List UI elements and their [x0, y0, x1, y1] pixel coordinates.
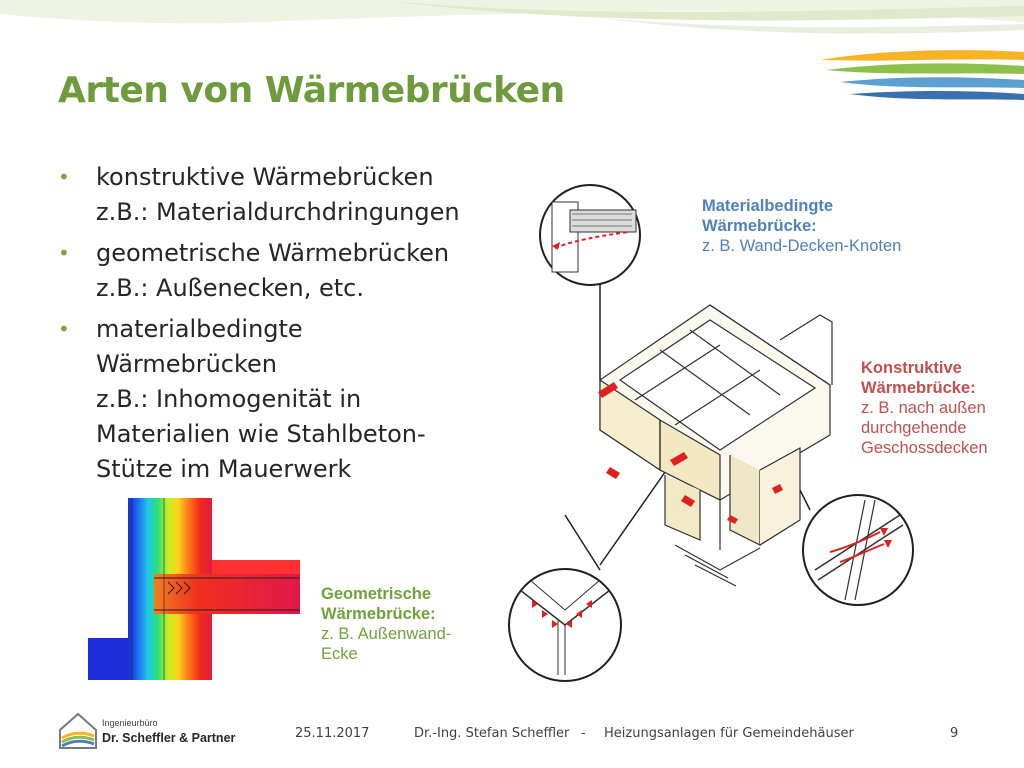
bullet-item	[52, 160, 472, 230]
bullet-line: z.B.: Materialdurchdringungen	[96, 198, 460, 226]
detail-circle-geometric	[509, 569, 621, 681]
footer-separator: -	[581, 726, 586, 741]
label-heading: Wärmebrücke:	[861, 379, 976, 397]
bullet-line: Wärmebrücken	[96, 350, 278, 378]
label-text: z. B. Außenwand-	[321, 625, 452, 643]
label-heading: Wärmebrücke:	[321, 605, 436, 623]
label-heading: Materialbedingte	[702, 197, 834, 215]
bullet-dot-icon: •	[58, 165, 70, 189]
footer-author: Dr.-Ing. Stefan Scheffler	[414, 726, 570, 741]
bullet-item	[52, 312, 472, 487]
footer-page-number: 9	[950, 726, 959, 741]
bullet-line: Materialien wie Stahlbeton-	[96, 420, 426, 448]
footer-company-type: Ingenieurbüro	[102, 718, 158, 728]
label-text: Geschossdecken	[861, 439, 988, 457]
page-title: Arten von Wärmebrücken	[58, 70, 565, 111]
bullet-list	[52, 160, 472, 493]
label-heading: Konstruktive	[861, 359, 962, 377]
bullet-line: z.B.: Außenecken, etc.	[96, 274, 364, 302]
footer-company-name: Dr. Scheffler & Partner	[102, 731, 236, 745]
bullet-line: Stütze im Mauerwerk	[96, 455, 352, 483]
footer-date: 25.11.2017	[295, 726, 370, 741]
thermal-simulation-image	[88, 498, 300, 680]
bullet-line: materialbedingte	[96, 315, 303, 343]
label-geometric-bridge	[321, 584, 451, 664]
label-text: z. B. Wand-Decken-Knoten	[702, 237, 902, 255]
label-heading: Geometrische	[321, 585, 432, 603]
label-material-bridge	[702, 196, 901, 256]
label-konstruktiv-bridge	[861, 358, 988, 458]
detail-circle-material	[540, 185, 640, 285]
label-heading: Wärmebrücke:	[702, 217, 817, 235]
bullet-dot-icon: •	[58, 317, 70, 341]
label-text: durchgehende	[861, 419, 967, 437]
bullet-item	[52, 236, 472, 306]
footer-company	[102, 718, 235, 745]
bullet-dot-icon: •	[58, 241, 70, 265]
bullet-line: geometrische Wärmebrücken	[96, 239, 450, 267]
label-text: Ecke	[321, 645, 358, 663]
footer-topic: Heizungsanlagen für Gemeindehäuser	[604, 726, 854, 741]
bullet-line: z.B.: Inhomogenität in	[96, 385, 362, 413]
company-logo-house-icon	[56, 708, 100, 752]
label-text: z. B. nach außen	[861, 399, 986, 417]
detail-circle-konstruktiv	[803, 495, 913, 605]
bullet-line: konstruktive Wärmebrücken	[96, 163, 434, 191]
